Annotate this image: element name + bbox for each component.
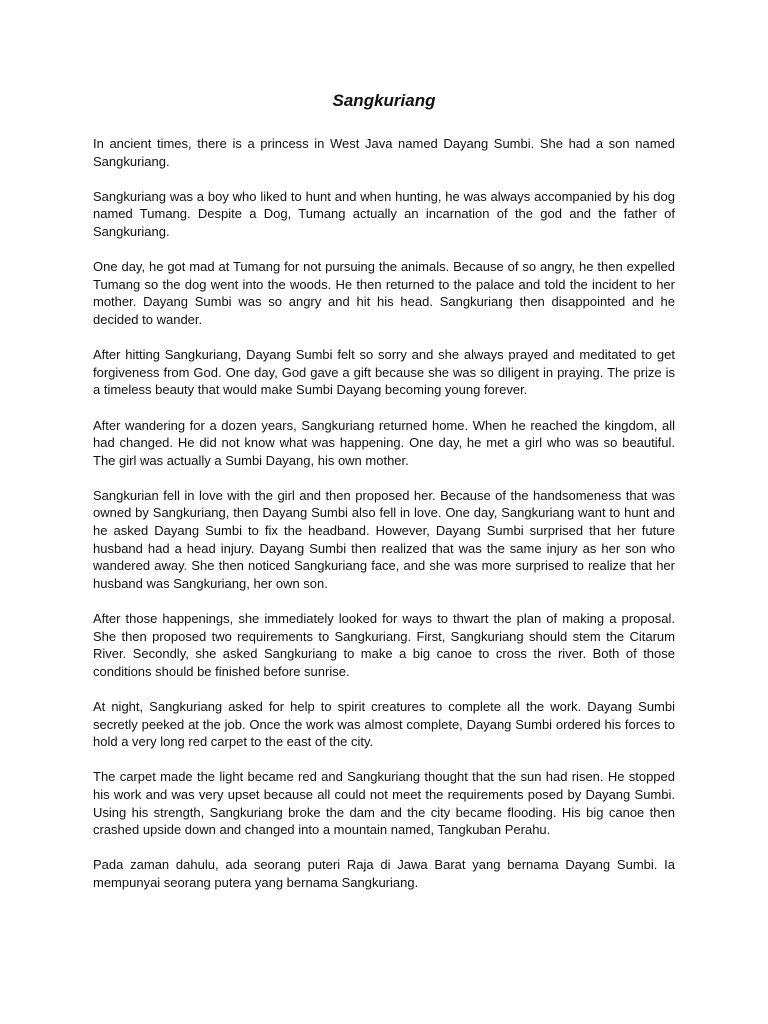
paragraph-4: After hitting Sangkuriang, Dayang Sumbi felt so sorry and she always prayed and meditated to get forgiveness from God. One day, God gave a gift because she was so diligent in praying. The prize is a timeless beauty that would make Sumbi Dayang becoming young forever.	[93, 347, 675, 398]
paragraph-6: Sangkurian fell in love with the girl and then proposed her. Because of the handsomeness that was owned by Sangkuriang, then Dayang Sumbi also fell in love. One day, Sangkuriang want to hunt and he asked Dayang Sumbi to fix the headband. However, Dayang Sumbi surprised that her future husband had a head injury. Dayang Sumbi then realized that was the same injury as her son who wandered away. She then noticed Sangkuriang face, and she was more surprised to realize that her husband was Sangkuriang, her own son.	[93, 487, 675, 591]
paragraph-10: Pada zaman dahulu, ada seorang puteri Raja di Jawa Barat yang bernama Dayang Sumbi. Ia mempunyai seorang putera yang bernama Sangkuriang.	[93, 857, 675, 890]
paragraph-7: After those happenings, she immediately looked for ways to thwart the plan of making a proposal. She then proposed two requirements to Sangkuriang. First, Sangkuriang should stem the Citarum River. Secondly, she asked Sangkuriang to make a big canoe to cross the river. Both of those conditions should be finished before sunrise.	[93, 611, 675, 679]
paragraph-5: After wandering for a dozen years, Sangkuriang returned home. When he reached the kingdom, all had changed. He did not know what was happening. One day, he met a girl who was so beautiful. The girl was actually a Sumbi Dayang, his own mother.	[93, 417, 675, 468]
paragraph-3: One day, he got mad at Tumang for not pursuing the animals. Because of so angry, he then expelled Tumang so the dog went into the woods. He then returned to the palace and told the incident to her mother. Dayang Sumbi was so angry and hit his head. Sangkuriang then disappointed and he decided to wander.	[93, 259, 675, 327]
paragraph-2: Sangkuriang was a boy who liked to hunt and when hunting, he was always accompanied by his dog named Tumang. Despite a Dog, Tumang actually an incarnation of the god and the father of Sangkuriang.	[93, 188, 675, 239]
document-title: Sangkuriang	[332, 91, 436, 110]
paragraph-1: In ancient times, there is a princess in West Java named Dayang Sumbi. She had a son named Sangkuriang.	[93, 136, 675, 169]
document-body	[93, 135, 675, 909]
paragraph-9: The carpet made the light became red and Sangkuriang thought that the sun had risen. He stopped his work and was very upset because all could not meet the requirements posed by Dayang Sumbi. Using his strength, Sangkuriang broke the dam and the city became flooding. His big canoe then crashed upside down and changed into a mountain named, Tangkuban Perahu.	[93, 769, 675, 838]
paragraph-8: At night, Sangkuriang asked for help to spirit creatures to complete all the work. Dayang Sumbi secretly peeked at the job. Once the work was almost complete, Dayang Sumbi ordered his forces to hold a very long red carpet to the east of the city.	[93, 699, 675, 750]
